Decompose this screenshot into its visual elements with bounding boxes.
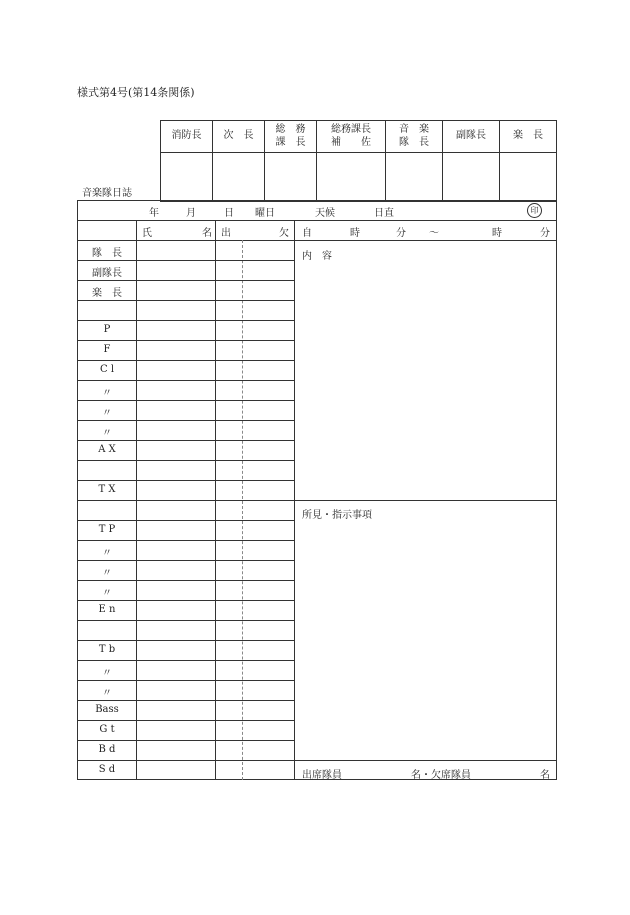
row-line: [78, 380, 294, 381]
attend-header-1: 出: [221, 228, 231, 239]
stamp-box[interactable]: [386, 153, 443, 202]
role-label: T P: [98, 524, 116, 535]
role-label: F: [103, 344, 111, 355]
row-line: [78, 500, 294, 501]
minute-label: 分: [396, 228, 406, 239]
role-label: 〃: [102, 408, 112, 419]
form-number: 様式第4号(第14条関係): [77, 86, 195, 99]
role-label: 〃: [102, 388, 112, 399]
role-label: C l: [99, 364, 115, 375]
attendees-label: 出席隊員: [302, 770, 342, 781]
row-line: [78, 440, 294, 441]
row-line: [78, 260, 294, 261]
row-line: [78, 340, 294, 341]
absent-label: 名・欠席隊員: [411, 770, 471, 781]
row-line: [78, 400, 294, 401]
role-label: 〃: [102, 668, 112, 679]
day-label: 日: [224, 208, 234, 219]
role-label: A X: [98, 444, 116, 455]
role-label: 副隊長: [92, 268, 122, 279]
row-line: [78, 720, 294, 721]
hour-label-2: 時: [492, 228, 502, 239]
row-line: [78, 320, 294, 321]
role-label: T b: [98, 644, 116, 655]
row-line: [78, 520, 294, 521]
approval-gen-affairs: 総 務 課 長: [265, 121, 317, 153]
row-line: [78, 360, 294, 361]
month-label: 月: [186, 208, 196, 219]
role-label: P: [103, 324, 111, 335]
stamp-box[interactable]: [161, 153, 213, 202]
header-row: [78, 220, 556, 241]
diary-title: 音楽隊日誌: [82, 188, 132, 199]
unit-label: 名: [540, 770, 550, 781]
hour-label: 時: [350, 228, 360, 239]
row-line: [78, 620, 294, 621]
role-label: 〃: [102, 548, 112, 559]
row-line: [78, 760, 294, 761]
role-label: S d: [98, 764, 116, 775]
role-label: 〃: [102, 428, 112, 439]
approval-table: [160, 120, 557, 202]
row-line: [78, 660, 294, 661]
from-label: 自: [302, 228, 312, 239]
row-line: [78, 600, 294, 601]
year-label: 年: [149, 208, 159, 219]
weekday-label: 曜日: [255, 208, 275, 219]
stamp-box[interactable]: [443, 153, 500, 202]
role-label: 〃: [102, 688, 112, 699]
role-label: 〃: [102, 568, 112, 579]
observations-label: 所見・指示事項: [302, 510, 372, 521]
role-label: Bass: [95, 704, 119, 715]
row-line: [78, 540, 294, 541]
row-line: [78, 300, 294, 301]
row-line: [78, 740, 294, 741]
content-label: 内 容: [302, 251, 332, 262]
approval-band-leader: 音 楽 隊 長: [386, 121, 443, 153]
stamp-box[interactable]: [317, 153, 386, 202]
name-header-1: 氏: [142, 228, 152, 239]
role-label: E n: [98, 604, 116, 615]
stamp-box[interactable]: [213, 153, 265, 202]
row-line: [78, 640, 294, 641]
section-line: [294, 500, 556, 501]
approval-vice-leader: 副隊長: [443, 121, 500, 153]
role-label: 隊 長: [92, 248, 122, 259]
row-line: [78, 700, 294, 701]
tilde-label: ～: [429, 228, 439, 239]
row-line: [78, 580, 294, 581]
approval-fire-chief: 消防長: [161, 121, 213, 153]
attend-header-2: 欠: [279, 228, 289, 239]
row-line: [78, 460, 294, 461]
row-line: [78, 280, 294, 281]
approval-gen-asst: 総務課長 補 佐: [317, 121, 386, 153]
row-line: [78, 420, 294, 421]
col-dash: [242, 240, 243, 780]
row-line: [78, 680, 294, 681]
role-label: 〃: [102, 588, 112, 599]
stamp-box[interactable]: [500, 153, 557, 202]
role-label: 楽 長: [92, 288, 122, 299]
name-header-2: 名: [202, 228, 212, 239]
seal-icon: 印: [527, 203, 542, 218]
row-line: [78, 480, 294, 481]
diary-main-table: [77, 200, 557, 780]
stamp-box[interactable]: [265, 153, 317, 202]
duty-label: 日直: [374, 208, 394, 219]
weather-label: 天候: [315, 208, 335, 219]
minute-label-2: 分: [540, 228, 550, 239]
date-row: [78, 201, 556, 221]
row-line: [78, 560, 294, 561]
role-label: B d: [98, 744, 116, 755]
approval-deputy-chief: 次 長: [213, 121, 265, 153]
approval-conductor: 楽 長: [500, 121, 557, 153]
role-label: G t: [99, 724, 115, 735]
role-label: T X: [98, 484, 116, 495]
section-line: [294, 760, 556, 761]
